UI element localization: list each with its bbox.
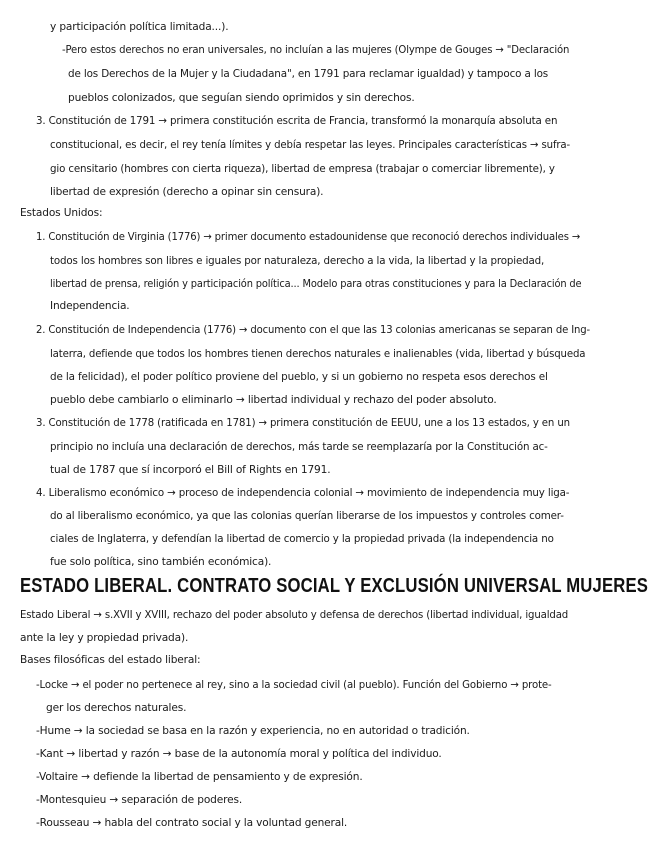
usa-heading: Estados Unidos: — [20, 207, 103, 219]
note-line-1: -Pero estos derechos no eran universales, no incluían a las mujeres (Olympe de Gouges → "Declaración — [62, 44, 570, 56]
item3-line-3: gio censitario (hombres con cierta riqueza), libertad de empresa (trabajar o comerciar libremente), y — [50, 163, 555, 175]
item3-line-4: libertad de expresión (derecho a opinar sin censura). — [50, 186, 324, 198]
usa-item2-line-3: de la felicidad), el poder político proviene del pueblo, y si un gobierno no respeta esos derechos el — [50, 371, 548, 383]
usa-item2-line-2: laterra, defiende que todos los hombres tienen derechos naturales e inalienables (vida, libertad y búsqueda — [50, 348, 586, 360]
note-line-2: de los Derechos de la Mujer y la Ciudadana", en 1791 para reclamar igualdad) y tampoco a los — [68, 68, 549, 80]
bases-heading: Bases filosóficas del estado liberal: — [20, 654, 201, 666]
liberal-def-line-1: Estado Liberal → s.XVII y XVIII, rechazo del poder absoluto y defensa de derechos (libertad individual, igualdad — [20, 609, 569, 621]
usa-item2-line-4: pueblo debe cambiarlo o eliminarlo → libertad individual y rechazo del poder absoluto. — [50, 394, 497, 406]
locke-line-1: -Locke → el poder no pertenece al rey, sino a la sociedad civil (al pueblo). Función del Gobierno → prote- — [36, 679, 552, 691]
montesquieu-line: -Montesquieu → separación de poderes. — [36, 794, 243, 806]
usa-item4-line-4: fue solo política, sino también económica). — [50, 556, 272, 568]
item3-line-2: constitucional, es decir, el rey tenía límites y debía respetar las leyes. Principales características → sufra- — [50, 139, 571, 151]
usa-item3-line-2: principio no incluía una declaración de derechos, más tarde se reemplazaría por la Constitución ac- — [50, 441, 548, 453]
usa-item4-line-3: ciales de Inglaterra, y defendían la libertad de comercio y la propiedad privada (la independencia no — [50, 533, 554, 545]
rousseau-line: -Rousseau → habla del contrato social y la voluntad general. — [36, 817, 348, 829]
liberal-def-line-2: ante la ley y propiedad privada). — [20, 632, 189, 644]
section-title: ESTADO LIBERAL. CONTRATO SOCIAL Y EXCLUSIÓN UNIVERSAL MUJERES — [20, 575, 649, 597]
locke-line-2: ger los derechos naturales. — [46, 702, 187, 714]
usa-item4-line-2: do al liberalismo económico, ya que las colonias querían liberarse de los impuestos y controles comer- — [50, 510, 564, 522]
voltaire-line: -Voltaire → defiende la libertad de pensamiento y de expresión. — [36, 771, 363, 783]
usa-item3-line-1: 3. Constitución de 1778 (ratificada en 1781) → primera constitución de EEUU, une a los 13 estados, y en un — [36, 417, 570, 429]
hume-line: -Hume → la sociedad se basa en la razón y experiencia, no en autoridad o tradición. — [36, 725, 470, 737]
usa-item2-line-1: 2. Constitución de Independencia (1776) → documento con el que las 13 colonias americanas se separan de Ing- — [36, 324, 590, 336]
intro-tail: y participación política limitada...). — [50, 21, 229, 33]
usa-item1-line-3: libertad de prensa, religión y participación política... Modelo para otras constituciones y para la Declaración de — [50, 278, 582, 290]
note-line-3: pueblos colonizados, que seguían siendo oprimidos y sin derechos. — [68, 92, 415, 104]
usa-item1-line-1: 1. Constitución de Virginia (1776) → primer documento estadounidense que reconoció derechos individuales → — [36, 231, 581, 243]
usa-item4-line-1: 4. Liberalismo económico → proceso de independencia colonial → movimiento de independencia muy liga- — [36, 487, 570, 499]
usa-item1-line-2: todos los hombres son libres e iguales por naturaleza, derecho a la vida, la libertad y la propiedad, — [50, 255, 545, 267]
kant-line: -Kant → libertad y razón → base de la autonomía moral y política del individuo. — [36, 748, 442, 760]
usa-item1-line-4: Independencia. — [50, 300, 130, 312]
usa-item3-line-3: tual de 1787 que sí incorporó el Bill of Rights en 1791. — [50, 464, 331, 476]
item3-line-1: 3. Constitución de 1791 → primera constitución escrita de Francia, transformó la monarquía absoluta en — [36, 115, 558, 127]
